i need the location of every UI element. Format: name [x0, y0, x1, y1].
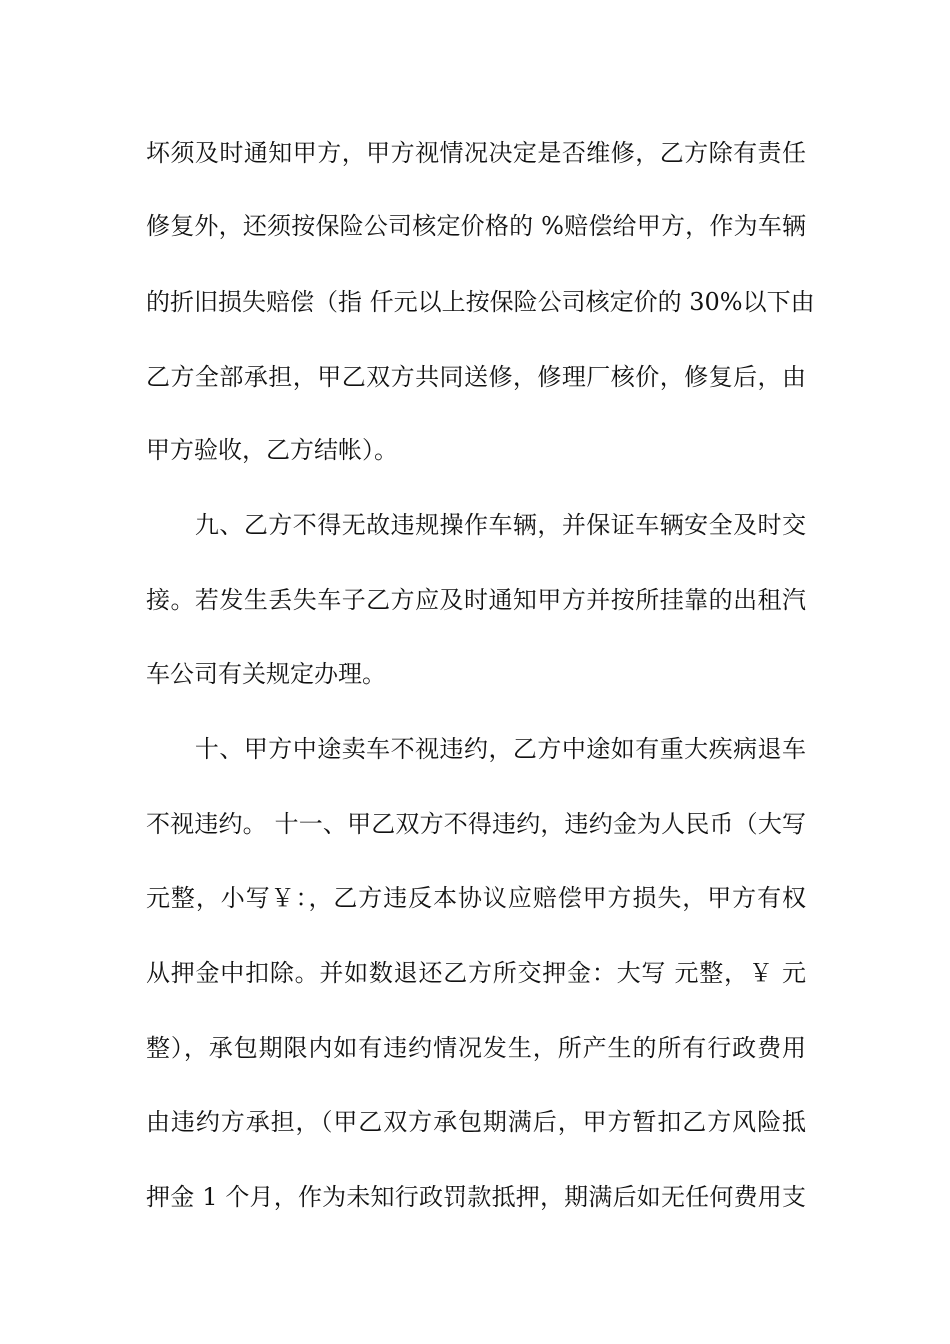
- body-text-line: 九、乙方不得无故违规操作车辆，并保证车辆安全及时交: [146, 511, 806, 539]
- body-text-line: 由违约方承担，（甲乙双方承包期满后，甲方暂扣乙方风险抵: [146, 1108, 806, 1136]
- body-text-line: 修复外，还须按保险公司核定价格的 %赔偿给甲方，作为车辆: [146, 212, 806, 240]
- body-text-line: 元整，小写￥：，乙方违反本协议应赔偿甲方损失，甲方有权: [146, 884, 806, 912]
- body-text-line: 甲方验收，乙方结帐）。: [146, 436, 398, 464]
- body-text-line: 押金 1 个月，作为未知行政罚款抵押，期满后如无任何费用支: [146, 1183, 806, 1211]
- body-text-line: 乙方全部承担，甲乙双方共同送修，修理厂核价，修复后，由: [146, 363, 806, 391]
- body-text-line: 十、甲方中途卖车不视违约，乙方中途如有重大疾病退车: [146, 735, 806, 763]
- body-text-line: 从押金中扣除。并如数退还乙方所交押金：大写 元整，￥ 元: [146, 959, 806, 987]
- body-text-line: 车公司有关规定办理。: [146, 660, 386, 688]
- body-text-line: 整），承包期限内如有违约情况发生，所产生的所有行政费用: [146, 1034, 806, 1062]
- body-text-line: 不视违约。 十一、甲乙双方不得违约，违约金为人民币（大写: [146, 810, 806, 838]
- body-text-line: 坏须及时通知甲方，甲方视情况决定是否维修，乙方除有责任: [146, 139, 806, 167]
- body-text-line: 接。若发生丢失车子乙方应及时通知甲方并按所挂靠的出租汽: [146, 586, 806, 614]
- body-text-line: 的折旧损失赔偿（指 仟元以上按保险公司核定价的 30%以下由: [146, 288, 815, 316]
